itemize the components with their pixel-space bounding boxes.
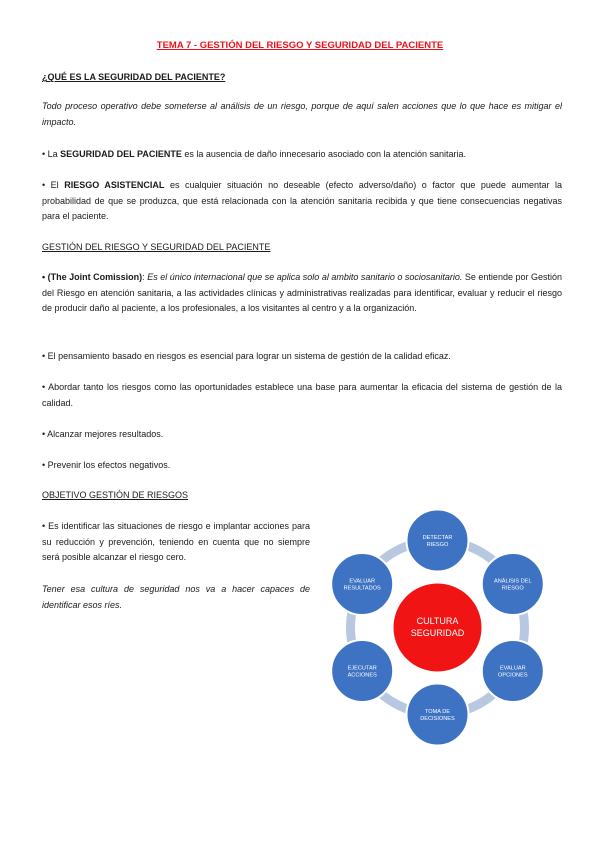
node-evaluar-opciones-line2: OPCIONES — [498, 672, 528, 679]
node-analisis-riesgo-line1: ANÁLISIS DEL — [493, 578, 532, 585]
section3-heading: OBJETIVO GESTIÓN DE RIESGOS — [42, 490, 189, 500]
node-detectar-riesgo-line2: RIESGO — [426, 542, 449, 548]
term-joint-commission: (The Joint Comission) — [47, 272, 143, 282]
section2-bullet-3: • Alcanzar mejores resultados. — [42, 429, 164, 439]
node-toma-decisiones-line1: TOMA DE — [424, 709, 451, 715]
node-ejecutar-acciones-line1: EJECUTAR — [347, 665, 377, 672]
section1-intro: Todo proceso operativo debe someterse al análisis de un riesgo, porque de aquí salen acciones que lo que hace es mitigar el impacto. — [42, 101, 562, 127]
section3-bullet-1: • Es identificar las situaciones de riesgo e implantar acciones para su reducción y prevención, teniendo en cuenta que no siempre será posible alcanzar el riesgo cero. — [42, 521, 310, 562]
term-riesgo-asistencial: RIESGO ASISTENCIAL — [64, 180, 165, 190]
section2-bullet-4: • Prevenir los efectos negativos. — [42, 460, 171, 470]
node-evaluar-opciones-line1: EVALUAR — [499, 665, 526, 672]
section1-bullet-seguridad: • La SEGURIDAD DEL PACIENTE es la ausencia de daño innecesario asociado con la atención sanitaria. — [42, 149, 467, 159]
page-title: TEMA 7 - GESTIÓN DEL RIESGO Y SEGURIDAD DEL PACIENTE — [156, 40, 444, 51]
node-evaluar-resultados-line2: RESULTADOS — [343, 585, 381, 592]
section2-joint-commission: • (The Joint Comission): Es el único internacional que se aplica solo al ambito sanitario o sociosanitario. Se entiende por Gestión del Riesgo en atención sanitaria, a las actividades clínicas y administrativas realizadas para identificar, evaluar y reducir el riesgo de producir daño al paciente, a los profesionales, a los visitantes al centro y a la organización. — [42, 272, 562, 313]
term-seguridad-paciente: SEGURIDAD DEL PACIENTE — [60, 149, 182, 159]
center-label-line2: SEGURIDAD — [410, 628, 465, 638]
section2-heading: GESTIÓN DEL RIESGO Y SEGURIDAD DEL PACIENTE — [42, 242, 271, 252]
section2-bullet-2: • Abordar tanto los riesgos como las oportunidades establece una base para aumentar la eficacia del sistema de gestión de la calidad. — [42, 382, 562, 408]
node-ejecutar-acciones-line2: ACCIONES — [347, 672, 377, 679]
center-label-line1: CULTURA — [416, 616, 459, 626]
section1-bullet-riesgo: • El RIESGO ASISTENCIAL es cualquier situación no deseable (efecto adverso/daño) o factor que puede aumentar la probabilidad de que se produzca, que está relacionada con la atención sanitaria recibida y que tiene consecuencias negativas para el paciente. — [42, 180, 562, 221]
safety-culture-cycle-diagram — [315, 505, 560, 750]
section1-heading: ¿QUÉ ES LA SEGURIDAD DEL PACIENTE? — [42, 72, 226, 82]
node-toma-decisiones-line2: DECISIONES — [420, 716, 455, 722]
node-analisis-riesgo-line2: RIESGO — [501, 585, 524, 592]
node-evaluar-resultados-line1: EVALUAR — [349, 578, 376, 585]
section2-bullet-1: • El pensamiento basado en riesgos es esencial para lograr un sistema de gestión de la calidad eficaz. — [42, 351, 451, 361]
section3-closing: Tener esa cultura de seguridad nos va a hacer capaces de identificar esos ríes. — [42, 584, 310, 610]
node-detectar-riesgo-line1: DETECTAR — [422, 535, 453, 541]
